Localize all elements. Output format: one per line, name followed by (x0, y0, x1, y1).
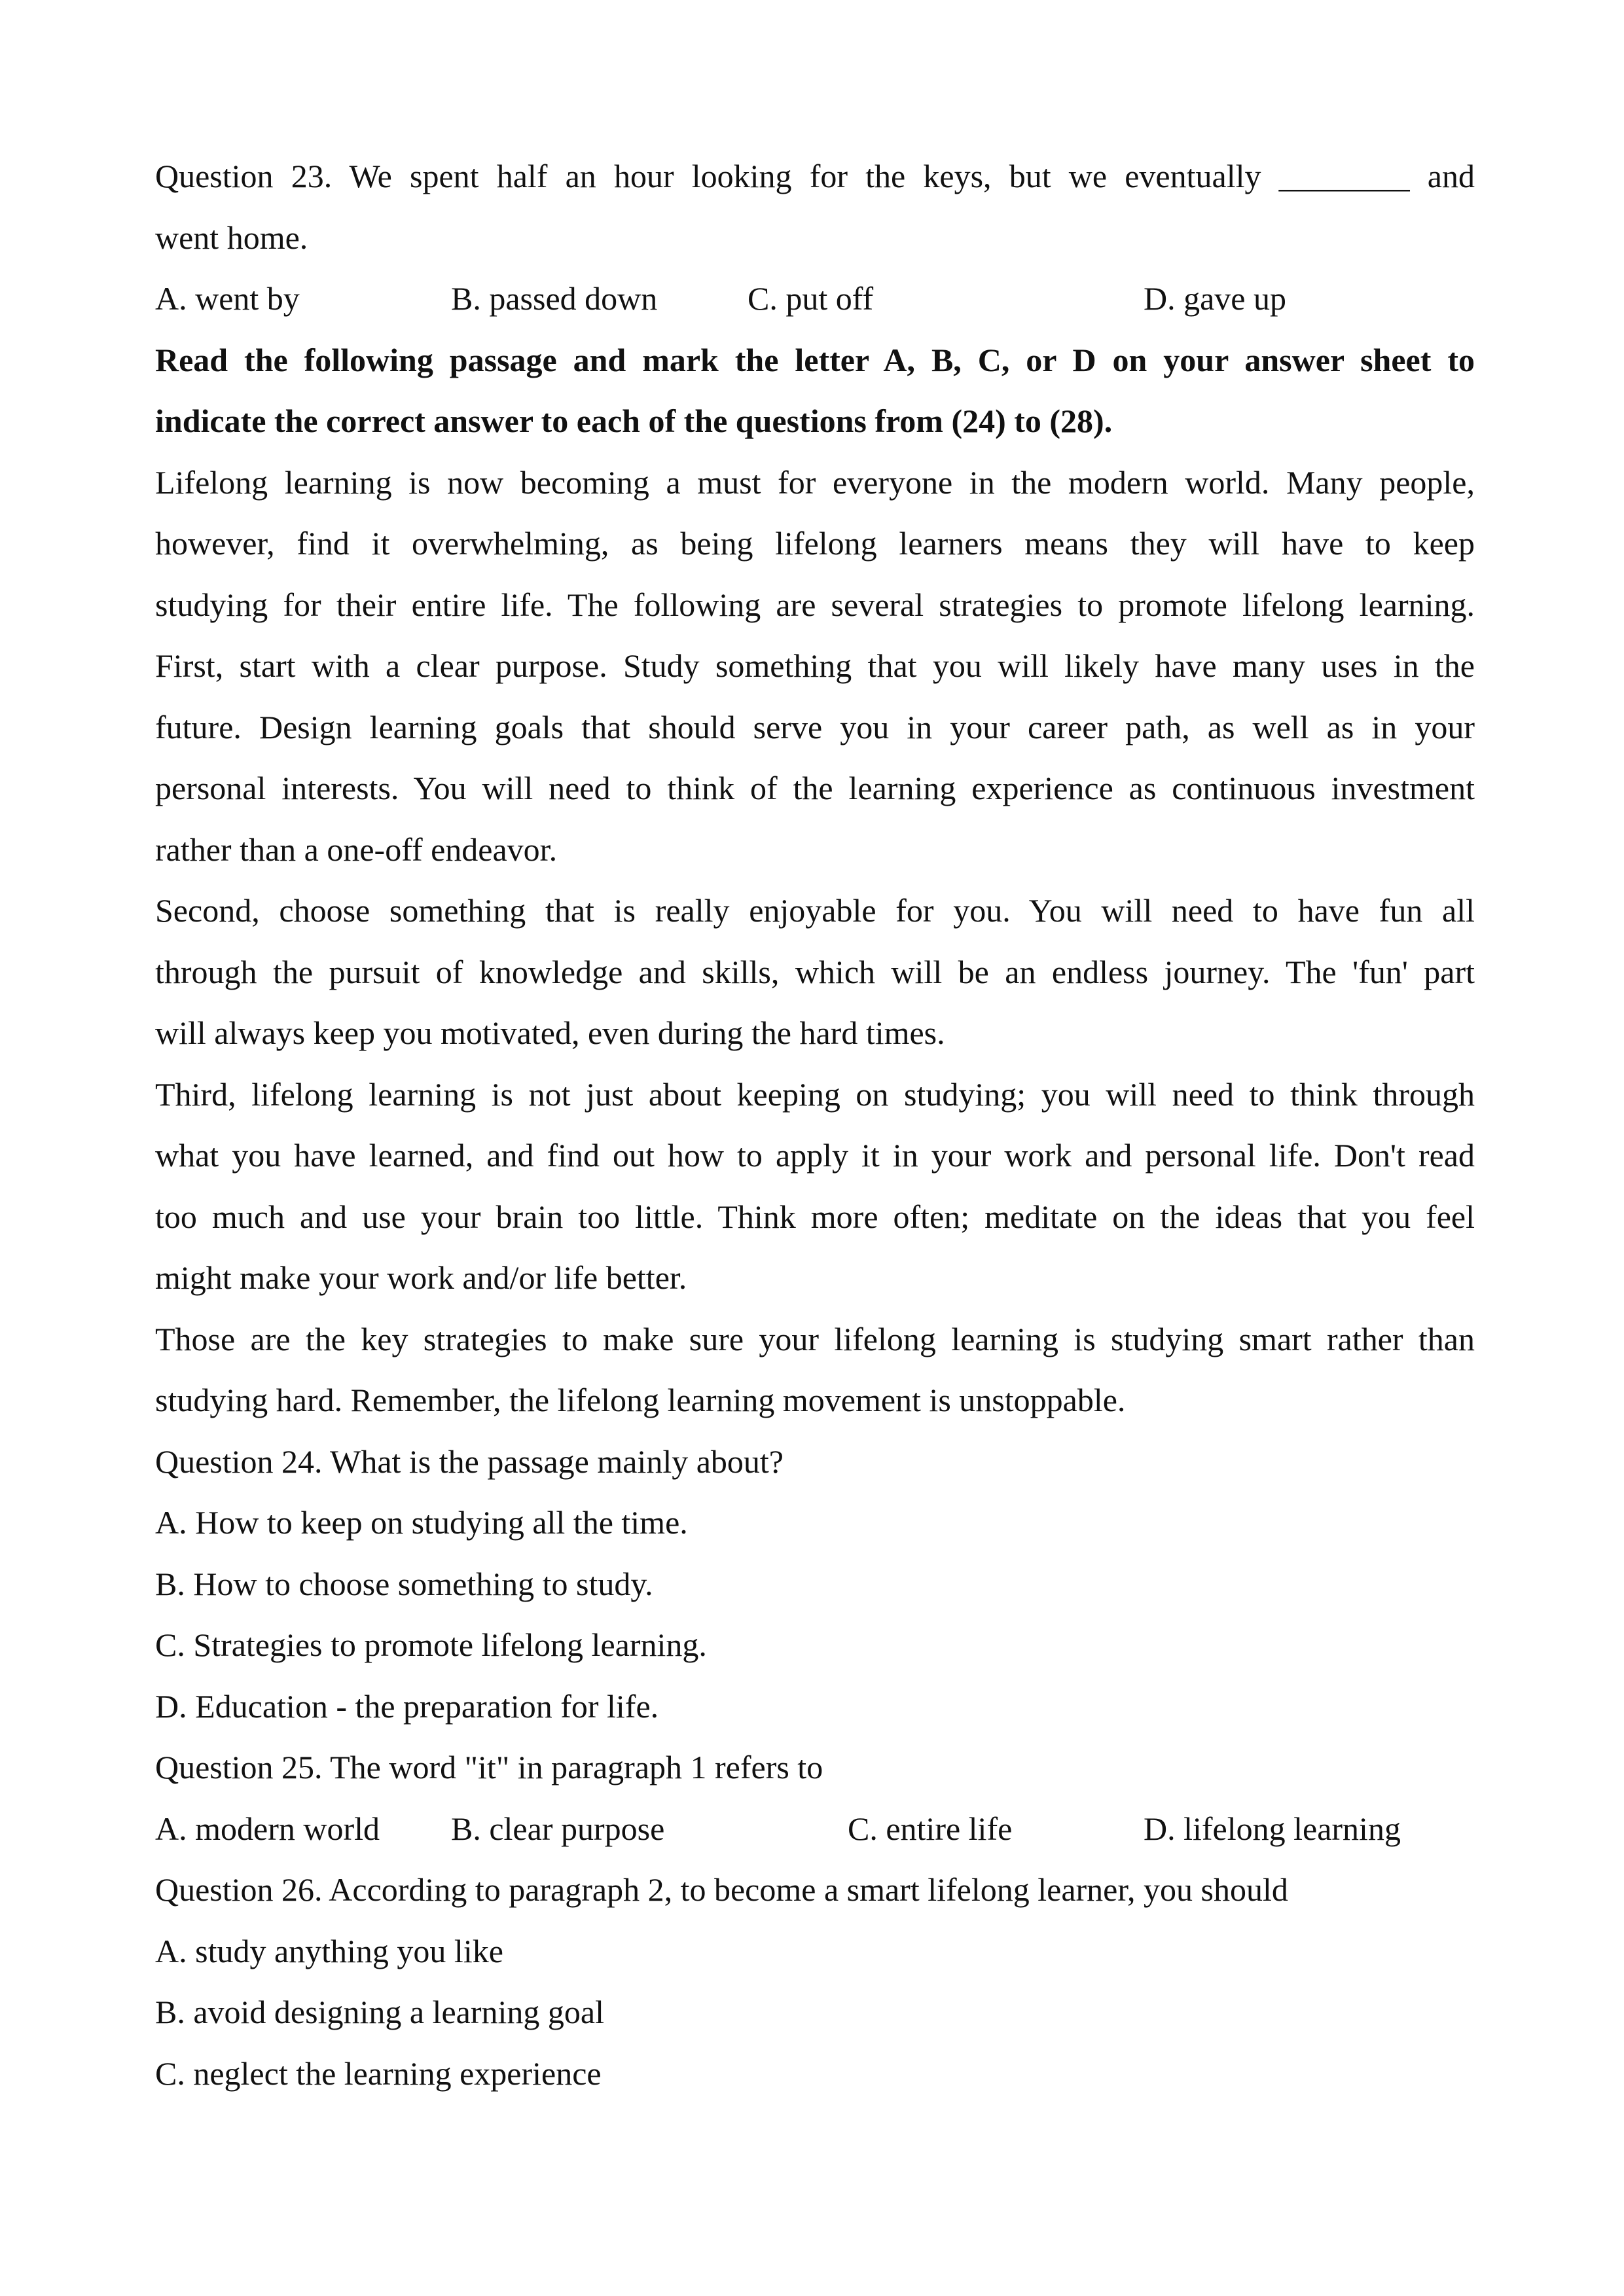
passage-p2-line-2: future. Design learning goals that should serve you in your career path, as well as in your (155, 708, 1475, 745)
q25-option-b: B. clear purpose (451, 1810, 665, 1847)
passage-p4-line-1: Third, lifelong learning is not just about keeping on studying; you will need to think through (155, 1075, 1475, 1113)
q26-option-c: C. neglect the learning experience (155, 2054, 602, 2092)
question-23-options (155, 268, 1475, 330)
question-23-line-1: Question 23. We spent half an hour looking for the keys, but we eventually ________ and (155, 158, 1475, 194)
q23-option-c: C. put off (748, 280, 874, 317)
q23-option-b: B. passed down (451, 280, 658, 317)
document-page (155, 146, 1475, 2104)
passage-p4-line-2: what you have learned, and find out how to apply it in your work and personal life. Don't read (155, 1137, 1475, 1174)
passage-p2-line-1: First, start with a clear purpose. Study something that you will likely have many uses in the (155, 647, 1475, 684)
q24-option-b: B. How to choose something to study. (155, 1565, 653, 1602)
q24-option-c: C. Strategies to promote lifelong learning. (155, 1626, 707, 1663)
q24-option-d: D. Education - the preparation for life. (155, 1687, 659, 1725)
passage-p1-line-1: Lifelong learning is now becoming a must for everyone in the modern world. Many people, (155, 463, 1475, 501)
q25-option-c: C. entire life (848, 1810, 1013, 1847)
passage-p4-line-3: too much and use your brain too little. Think more often; meditate on the ideas that you feel (155, 1198, 1475, 1235)
passage-p3-line-2: through the pursuit of knowledge and skills, which will be an endless journey. The 'fun' part (155, 953, 1475, 990)
passage-p3-line-1: Second, choose something that is really enjoyable for you. You will need to have fun all (155, 892, 1475, 929)
q25-option-a: A. modern world (155, 1810, 380, 1847)
passage-p5-line-1: Those are the key strategies to make sure your lifelong learning is studying smart rather than (155, 1320, 1475, 1357)
q23-option-a: A. went by (155, 280, 300, 317)
instruction-line-1: Read the following passage and mark the letter A, B, C, or D on your answer sheet to (155, 341, 1475, 378)
instruction-line-2: indicate the correct answer to each of the questions from (24) to (28). (155, 403, 1113, 439)
question-25: Question 25. The word "it" in paragraph 1 refers to (155, 1749, 823, 1785)
passage-p4-line-4: might make your work and/or life better. (155, 1259, 687, 1296)
passage-p1-line-3: studying for their entire life. The following are several strategies to promote lifelong learning. (155, 586, 1475, 623)
passage-p1-line-2: however, find it overwhelming, as being lifelong learners means they will have to keep (155, 525, 1475, 562)
question-24: Question 24. What is the passage mainly about? (155, 1443, 784, 1480)
passage-p3-line-3: will always keep you motivated, even during the hard times. (155, 1014, 945, 1051)
passage-p2-line-3: personal interests. You will need to think of the learning experience as continuous investment (155, 770, 1475, 806)
q26-option-b: B. avoid designing a learning goal (155, 1994, 604, 2030)
passage-p2-line-4: rather than a one-off endeavor. (155, 831, 558, 868)
passage-p5-line-2: studying hard. Remember, the lifelong learning movement is unstoppable. (155, 1382, 1126, 1418)
q23-option-d: D. gave up (1144, 280, 1286, 317)
question-26: Question 26. According to paragraph 2, to become a smart lifelong learner, you should (155, 1871, 1288, 1908)
q25-option-d: D. lifelong learning (1144, 1810, 1401, 1847)
q24-option-a: A. How to keep on studying all the time. (155, 1504, 688, 1541)
q26-option-a: A. study anything you like (155, 1932, 503, 1969)
question-25-options (155, 1799, 1475, 1860)
question-23-line-2: went home. (155, 219, 308, 256)
